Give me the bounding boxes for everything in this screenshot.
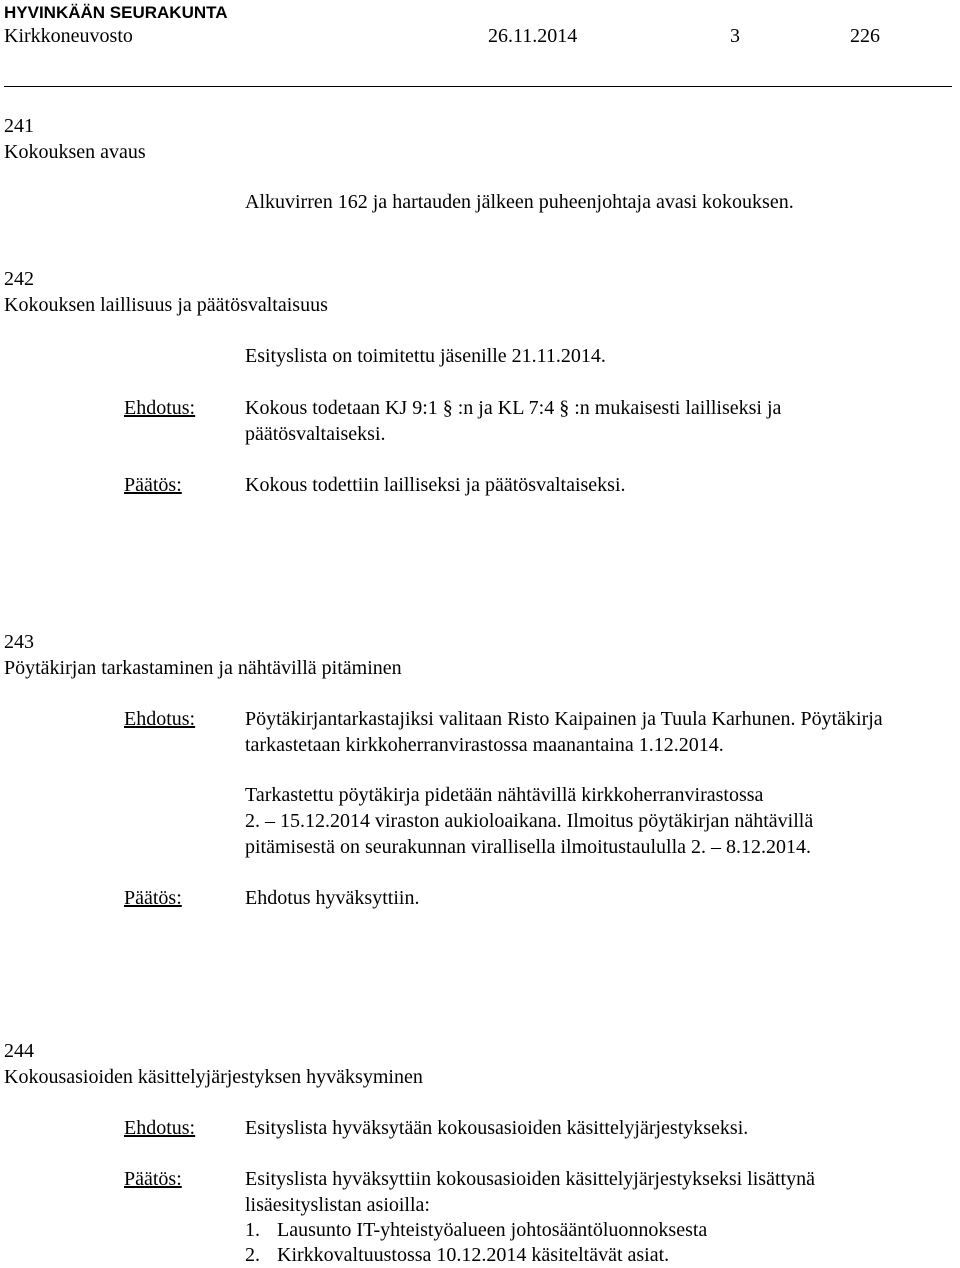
proposal-label: Ehdotus: [124,1117,196,1139]
list-item-number: 1. [245,1219,260,1241]
proposal-line: Pöytäkirjantarkastajiksi valitaan Risto Kaipainen ja Tuula Karhunen. Pöytäkirja [245,708,883,730]
section-number: 243 [4,631,34,653]
list-item-number: 2. [245,1244,260,1266]
meeting-body: Kirkkoneuvosto [4,25,133,47]
organization-name: HYVINKÄÄN SEURAKUNTA [4,3,228,22]
decision-line: Esityslista hyväksyttiin kokousasioiden käsittelyjärjestykseksi lisättynä [245,1168,815,1190]
proposal-line: Esityslista hyväksytään kokousasioiden käsittelyjärjestykseksi. [245,1117,749,1139]
proposal-line: päätösvaltaiseksi. [245,423,386,445]
decision-line: lisäesityslistan asioilla: [245,1194,430,1216]
proposal-label: Ehdotus: [124,397,196,419]
section-number: 244 [4,1040,34,1062]
proposal-line: Kokous todetaan KJ 9:1 § :n ja KL 7:4 § :n mukaisesti lailliseksi ja [245,397,782,419]
section-title: Kokousasioiden käsittelyjärjestyksen hyväksyminen [4,1066,423,1088]
section-number: 242 [4,268,34,290]
decision-line: Ehdotus hyväksyttiin. [245,887,420,909]
list-item: Lausunto IT-yhteistyöalueen johtosääntöluonnoksesta [277,1219,708,1241]
decision-line: Kokous todettiin lailliseksi ja päätösvaltaiseksi. [245,474,626,496]
section-number: 241 [4,115,34,137]
section-body-line: Esityslista on toimitettu jäsenille 21.11.2014. [245,345,606,367]
decision-label: Päätös: [124,474,182,496]
proposal-line: pitämisestä on seurakunnan virallisella ilmoitustaululla 2. – 8.12.2014. [245,836,812,858]
section-title: Pöytäkirjan tarkastaminen ja nähtävillä pitäminen [4,657,402,679]
proposal-line: Tarkastettu pöytäkirja pidetään nähtävillä kirkkoherranvirastossa [245,784,764,806]
section-title: Kokouksen avaus [4,141,146,163]
proposal-label: Ehdotus: [124,708,196,730]
proposal-line: tarkastetaan kirkkoherranvirastossa maanantaina 1.12.2014. [245,734,724,756]
decision-label: Päätös: [124,887,182,909]
section-title: Kokouksen laillisuus ja päätösvaltaisuus [4,294,328,316]
section-body-line: Alkuvirren 162 ja hartauden jälkeen puheenjohtaja avasi kokouksen. [245,191,794,213]
sheet-number: 3 [730,25,740,47]
header-rule [4,86,952,87]
list-item: Kirkkovaltuustossa 10.12.2014 käsiteltävät asiat. [277,1244,670,1266]
page-number: 226 [850,25,880,47]
proposal-line: 2. – 15.12.2014 viraston aukioloaikana. Ilmoitus pöytäkirjan nähtävillä [245,810,814,832]
meeting-date: 26.11.2014 [488,25,578,47]
decision-label: Päätös: [124,1168,182,1190]
